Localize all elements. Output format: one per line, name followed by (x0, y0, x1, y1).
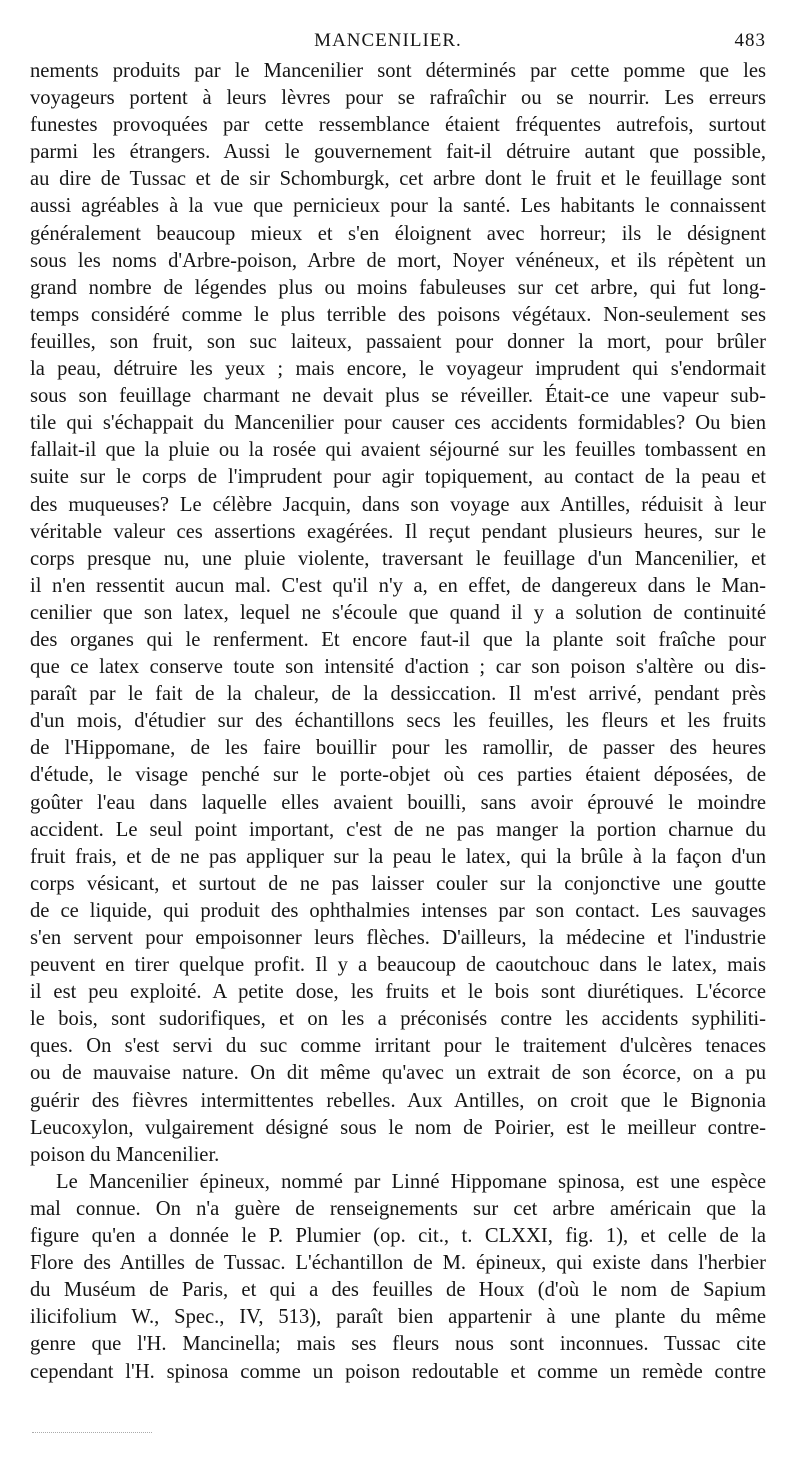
text-line: du Muséum de Paris, et qui a des feuilles de Houx (d'où le nom de Sapium (30, 1279, 766, 1302)
text-line: le bois, sont sudorifiques, et on les a préconisés contre les accidents syphiliti- (30, 1008, 766, 1031)
text-line: tile qui s'échappait du Mancenilier pour causer ces accidents formidables? Ou bien (30, 412, 766, 435)
text-line: généralement beaucoup mieux et s'en éloignent avec horreur; ils le désignent (30, 222, 766, 245)
footer-rule (32, 1432, 152, 1433)
text-line: figure qu'en a donnée le P. Plumier (op. cit., t. CLXXI, fig. 1), et celle de la (30, 1225, 766, 1248)
text-line: d'étude, le visage penché sur le porte-objet où ces parties étaient déposées, de (30, 764, 766, 787)
text-line: corps presque nu, une pluie violente, traversant le feuillage d'un Mancenilier, et (30, 547, 766, 570)
text-line: fallait-il que la pluie ou la rosée qui avaient séjourné sur les feuilles tombassent en (30, 439, 766, 462)
text-line: nements produits par le Mancenilier sont déterminés par cette pomme que les (30, 60, 766, 82)
text-line: cependant l'H. spinosa comme un poison redoutable et comme un remède contre (30, 1360, 766, 1383)
text-line: il est peu exploité. A petite dose, les fruits et le bois sont diurétiques. L'écorce (30, 981, 766, 1004)
text-line: corps vésicant, et surtout de ne pas laisser couler sur la conjonctive une goutte (30, 872, 766, 895)
text-line: la peau, détruire les yeux ; mais encore, le voyageur imprudent qui s'endormait (30, 358, 766, 381)
text-line: s'en servent pour empoisonner leurs flèches. D'ailleurs, la médecine et l'industrie (30, 927, 766, 949)
text-line: de l'Hippomane, de les faire bouillir pour les ramollir, de passer des heures (30, 737, 766, 760)
page-number: 483 (734, 30, 766, 51)
page-header (30, 28, 766, 58)
text-line: d'un mois, d'étudier sur des échantillons secs les feuilles, les fleurs et les fruits (30, 710, 766, 733)
text-line: guérir des fièvres intermittentes rebelles. Aux Antilles, on croit que le Bignonia (30, 1089, 766, 1112)
text-line: ou de mauvaise nature. On dit même qu'avec un extrait de son écorce, on a pu (30, 1062, 766, 1085)
text-line: de ce liquide, qui produit des ophthalmies intenses par son contact. Les sauvages (30, 899, 766, 922)
text-line: grand nombre de légendes plus ou moins fabuleuses sur cet arbre, qui fut long- (30, 276, 766, 299)
text-line: Flore des Antilles de Tussac. L'échantillon de M. épineux, qui existe dans l'herbier (30, 1252, 766, 1275)
text-line: voyageurs portent à leurs lèvres pour se rafraîchir ou se nourrir. Les erreurs (30, 87, 766, 110)
text-line: il n'en ressentit aucun mal. C'est qu'il n'y a, en effet, de dangereux dans le Man- (30, 574, 766, 597)
text-line: parmi les étrangers. Aussi le gouvernement fait-il détruire autant que possible, (30, 141, 766, 164)
text-line: véritable valeur ces assertions exagérées. Il reçut pendant plusieurs heures, sur le (30, 520, 766, 543)
text-line: que ce latex conserve toute son intensité d'action ; car son poison s'altère ou dis- (30, 656, 766, 679)
text-line: genre que l'H. Mancinella; mais ses fleurs nous sont inconnues. Tussac cite (30, 1333, 766, 1356)
running-title: MANCENILIER. (314, 30, 462, 51)
text-line: suite sur le corps de l'imprudent pour agir topiquement, au contact de la peau et (30, 466, 766, 489)
book-page (30, 28, 766, 1386)
text-line: cenilier que son latex, lequel ne s'écoule que quand il y a solution de continuité (30, 601, 766, 624)
text-line: accident. Le seul point important, c'est de ne pas manger la portion charnue du (30, 818, 766, 841)
text-line: ilicifolium W., Spec., IV, 513), paraît bien appartenir à une plante du même (30, 1306, 766, 1329)
text-line: poison du Mancenilier. (30, 1143, 220, 1166)
body-text (30, 58, 766, 1386)
text-line: funestes provoquées par cette ressemblance étaient fréquentes autrefois, surtout (30, 114, 766, 137)
text-line: sous son feuillage charmant ne devait plus se réveiller. Était-ce une vapeur sub- (30, 385, 766, 408)
text-line: des organes qui le renferment. Et encore faut-il que la plante soit fraîche pour (30, 628, 766, 651)
text-line: aussi agréables à la vue que pernicieux pour la santé. Les habitants le connaissent (30, 195, 766, 218)
text-line: feuilles, son fruit, son suc laiteux, passaient pour donner la mort, pour brûler (30, 330, 766, 353)
text-line: temps considéré comme le plus terrible des poisons végétaux. Non-seulement ses (30, 303, 766, 326)
text-line: goûter l'eau dans laquelle elles avaient bouilli, sans avoir éprouvé le moindre (30, 791, 766, 814)
text-line: peuvent en tirer quelque profit. Il y a beaucoup de caoutchouc dans le latex, mais (30, 954, 766, 977)
text-line: ques. On s'est servi du suc comme irritant pour le traitement d'ulcères tenaces (30, 1035, 766, 1058)
text-line: fruit frais, et de ne pas appliquer sur la peau le latex, qui la brûle à la façon d'un (30, 845, 766, 868)
text-line: au dire de Tussac et de sir Schomburgk, cet arbre dont le fruit et le feuillage sont (30, 168, 766, 191)
text-line: des muqueuses? Le célèbre Jacquin, dans son voyage aux Antilles, réduisit à leur (30, 493, 766, 516)
text-line: Leucoxylon, vulgairement désigné sous le nom de Poirier, est le meilleur contre- (30, 1116, 766, 1139)
text-line: mal connue. On n'a guère de renseignements sur cet arbre américain que la (30, 1197, 766, 1220)
paragraph-first-line: Le Mancenilier épineux, nommé par Linné Hippomane spinosa, est une espèce (56, 1170, 766, 1193)
text-line: paraît par le fait de la chaleur, de la dessiccation. Il m'est arrivé, pendant près (30, 683, 766, 706)
text-line: sous les noms d'Arbre-poison, Arbre de mort, Noyer vénéneux, et ils répètent un (30, 249, 766, 272)
